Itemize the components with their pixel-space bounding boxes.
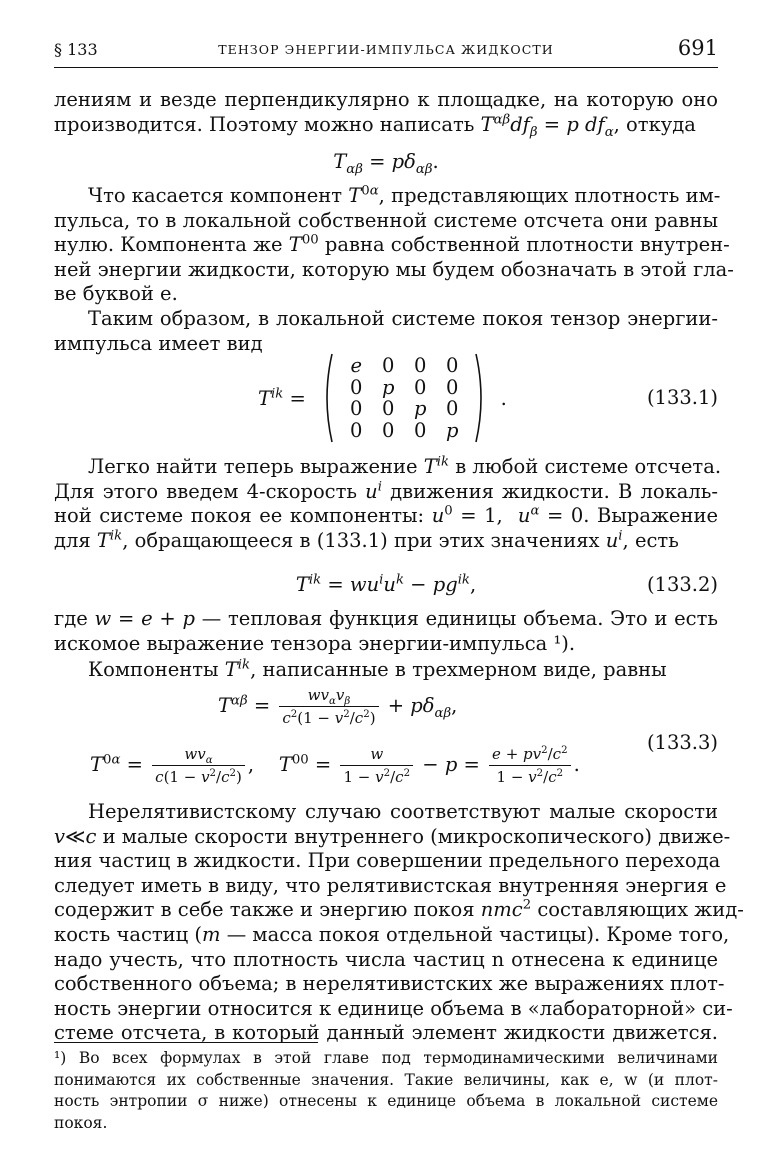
- paragraph-4: [54, 454, 722, 553]
- paragraph-2: [54, 183, 734, 307]
- text-line: импульса имеет вид: [54, 331, 263, 355]
- text-line: содержит в себе также и энергию покоя nmc$^2$ составляющих жид-: [54, 897, 744, 922]
- equation-133-3-line-1: $T^{\alpha\beta}$ = $\frac{wv_\alpha v_\beta}{c^2(1 - v^2/c^2)}$ + $p\delta_{\alpha\beta}$,: [218, 686, 458, 727]
- text-line: производится. Поэтому можно написать $T^{\alpha\beta}df_\beta = p$ $df_\alpha$, откуда: [54, 112, 696, 140]
- text-line: v≪c и малые скорости внутреннего (микроскопического) движе-: [54, 824, 731, 848]
- matrix-cell: 0: [382, 397, 395, 420]
- footnote-line: понимаются их собственные значения. Такие величины, как e, w (и плот-: [54, 1070, 718, 1089]
- equation-133-3-line-2: $T^{0\alpha}$ = $\frac{wv_\alpha}{c(1 - v^2/c^2)}$ , $T^{00}$ = $\frac{w}{1 - v^2/c^2}$ − p = $\frac{e + pv^2/c^2}{1 - v^2/c^2}$ .: [90, 745, 580, 786]
- paragraph-5: [54, 607, 718, 656]
- matrix-lhs: $T^{ik}$ =: [258, 386, 306, 410]
- footnote: [54, 1048, 718, 1134]
- matrix-cell: 0: [446, 354, 459, 377]
- text-line: ве буквой e.: [54, 282, 178, 306]
- equation-number: (133.3): [646, 731, 718, 754]
- header-rule: [54, 67, 718, 68]
- matrix-cell: 0: [350, 397, 363, 420]
- text-line: стеме отсчета, в который данный элемент жидкости движется.: [54, 1021, 718, 1045]
- text-line: Компоненты $T^{ik}$, написанные в трехмерном виде, равны: [88, 657, 667, 681]
- text-line: следует иметь в виду, что релятивистская внутренняя энергия e: [54, 873, 727, 897]
- text-line: Легко найти теперь выражение $T^{ik}$ в любой системе отсчета.: [88, 454, 722, 478]
- text-line: ней энергии жидкости, которую мы будем обозначать в этой гла-: [54, 257, 734, 281]
- text-line: ной системе покоя ее компоненты: $u^0 = 1$, $u^\alpha = 0$. Выражение: [54, 503, 718, 528]
- running-title: ТЕНЗОР ЭНЕРГИИ-ИМПУЛЬСА ЖИДКОСТИ: [218, 42, 554, 57]
- text-line: для $T^{ik}$, обращающееся в (133.1) при этих значениях $u^i$, есть: [54, 528, 679, 552]
- paragraph-7: [54, 800, 744, 1046]
- matrix-cell: p: [446, 418, 459, 442]
- matrix-cell: 0: [414, 375, 427, 399]
- equation-stress: $T_{\alpha\beta} = p\delta_{\alpha\beta}$.: [333, 150, 439, 177]
- text-line: искомое выражение тензора энергии-импульса ¹).: [54, 631, 576, 655]
- text-line: Что касается компонент $T^{0\alpha}$, представляющих плотность им-: [88, 183, 721, 207]
- text-line: ность энергии относится к единице объема в «лабораторной» си-: [54, 996, 733, 1020]
- equation-number: (133.1): [646, 386, 718, 409]
- matrix-cell: 0: [350, 375, 363, 399]
- footnote-rule: [54, 1042, 318, 1043]
- running-header: [54, 34, 718, 62]
- matrix-cell: e: [350, 354, 363, 377]
- text-line: нулю. Компонента же $T^{00}$ равна собственной плотности внутрен-: [54, 232, 730, 257]
- matrix-cell: 0: [414, 354, 427, 377]
- matrix-cell: p: [382, 375, 395, 399]
- text-line: надо учесть, что плотность числа частиц n отнесена к единице: [54, 947, 718, 971]
- section-label: § 133: [54, 40, 98, 59]
- footnote-line: ность энтропии σ ниже) отнесены к единице объема в локальной системе: [54, 1092, 718, 1110]
- text-line: пульса, то в локальной собственной системе отсчета они равны: [54, 208, 718, 232]
- text-line: Нерелятивистскому случаю соответствуют малые скорости: [88, 800, 718, 823]
- text-line: кость частиц (m — масса покоя отдельной частицы). Кроме того,: [54, 922, 730, 946]
- matrix-cell: 0: [382, 418, 395, 442]
- text-line: собственного объема; в нерелятивистских же выражениях плот-: [54, 972, 725, 996]
- text-line: ния частиц в жидкости. При совершении предельного перехода: [54, 849, 721, 873]
- matrix-cell: 0: [350, 418, 363, 442]
- paragraph-3: [54, 307, 718, 356]
- right-paren-icon: [474, 352, 488, 444]
- equation-number: (133.2): [646, 573, 718, 596]
- paragraph-1: [54, 88, 718, 140]
- footnote-line: ¹) Во всех формулах в этой главе под термодинамическими величинами: [54, 1049, 718, 1067]
- text-line: Для этого введем 4-скорость $u^i$ движения жидкости. В локаль-: [54, 479, 718, 503]
- text-line: где w = e + p — тепловая функция единицы объема. Это и есть: [54, 607, 718, 630]
- text-line: лениям и везде перпендикулярно к площадке, на которую оно: [54, 88, 718, 111]
- matrix-cell: 0: [382, 354, 395, 377]
- footnote-line: покоя.: [54, 1113, 108, 1132]
- matrix-grid: [340, 355, 468, 441]
- equation-matrix: $T^{ik}$ = e 0 0 0 0 p 0 0 0 0 p 0 0 0 0 p .: [258, 352, 507, 444]
- left-paren-icon: [320, 352, 334, 444]
- paragraph-6: [54, 658, 718, 683]
- matrix-cell: 0: [446, 375, 459, 399]
- matrix-cell: p: [414, 397, 427, 420]
- matrix-cell: 0: [446, 397, 459, 420]
- equation-133-2: $T^{ik} = wu^iu^k - pg^{ik}$,: [295, 572, 477, 596]
- page-number: 691: [677, 36, 718, 60]
- matrix-cell: 0: [414, 418, 427, 442]
- text-line: Таким образом, в локальной системе покоя тензор энергии-: [88, 307, 718, 330]
